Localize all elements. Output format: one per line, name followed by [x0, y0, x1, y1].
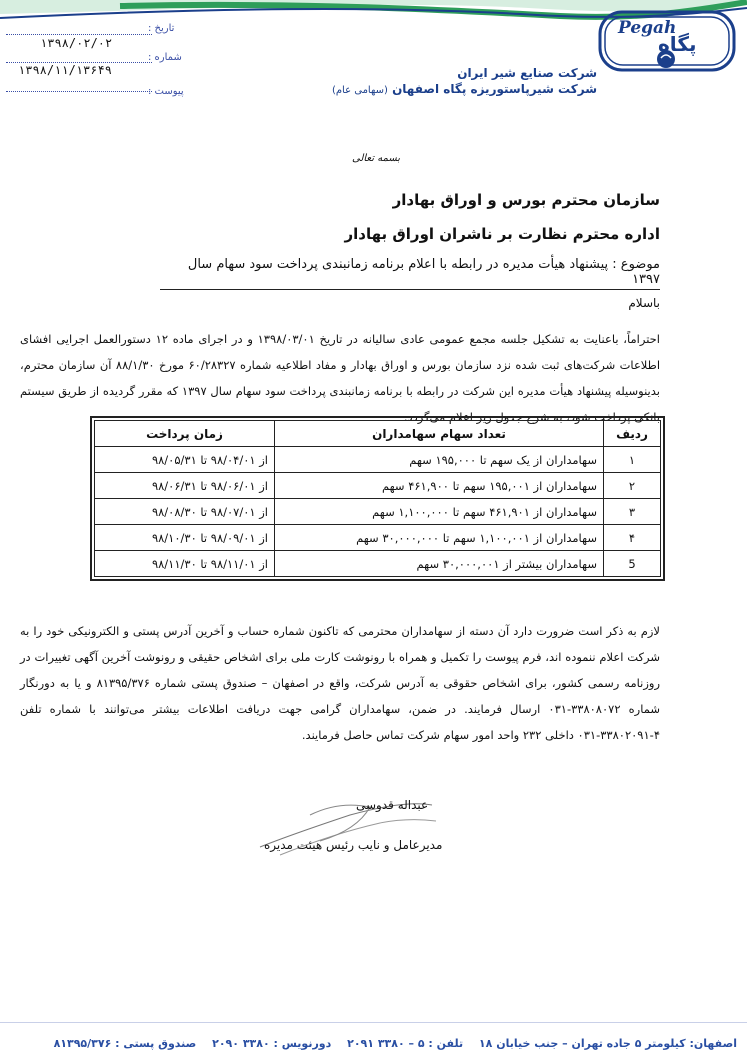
- body-paragraph-1: احتراماً، باعنایت به تشکیل جلسه مجمع عمومی عادی سالیانه در تاریخ ۱۳۹۸/۰۳/۰۱ و در اجرای ماده ۱۲ دستورالعمل اجرایی افشای اطلاعات شرکت‌های ثبت شده نزد سازمان بورس و اوراق بهادار و مفاد اطلاعیه شماره ۶۰/۲۸۳۲۷ مورخ ۸۸/۱/۳۰ آن سازمان محترم، بدینوسیله پیشنهاد هیأت مدیره این شرکت در رابطه با برنامه زمانبندی پرداخت سود سهام سال ۱۳۹۷ که مقرر گردیده از طریق سیستم بانکی پرداخت شود، به شرح جدول زیر اعلام می‌گردد.: [20, 332, 661, 424]
- table-row: [95, 499, 661, 525]
- number-label: شماره :: [148, 52, 182, 63]
- company-type: (سهامی عام): [331, 85, 388, 96]
- header-payment-time: زمان پرداخت: [95, 421, 275, 447]
- date-line: [6, 34, 152, 35]
- share-range: سهامداران از ۴۶۱,۹۰۱ سهم تا ۱,۱۰۰,۰۰۰ سهم: [275, 499, 604, 525]
- payment-period: از ۹۸/۱۱/۰۱ تا ۹۸/۱۱/۳۰: [95, 551, 275, 577]
- date-value: ۱۳۹۸/۰۲/۰۲: [40, 36, 113, 50]
- company-logo: [598, 10, 736, 72]
- row-number: 5: [604, 551, 661, 577]
- signatory-name: عبداله قدوسی: [356, 798, 429, 812]
- share-range: سهامداران از ۱۹۵,۰۰۱ سهم تا ۴۶۱,۹۰۰ سهم: [275, 473, 604, 499]
- payment-schedule-table: [90, 416, 665, 581]
- greeting: باسلام: [628, 296, 660, 310]
- date-label: تاریخ :: [148, 23, 175, 34]
- row-number: ۳: [604, 499, 661, 525]
- table-header-row: [95, 421, 661, 447]
- body-paragraph-2: لازم به ذکر است ضرورت دارد آن دسته از سهامداران محترمی که تاکنون شماره حساب و آخرین آدرس پستی و الکترونیکی خود را به شرکت اعلام ننموده اند، فرم پیوست را تکمیل و همراه با رونوشت کارت ملی برای اشخاص حقیقی و رونوشت آخرین آگهی تغییرات در روزنامه رسمی کشور، برای اشخاص حقوقی به آدرس شرکت، واقع در اصفهان – صندوق پستی شماره ۸۱۳۹۵/۳۷۶ و یا به دورنگار شماره ۳۳۸۰۸۰۷۲-۰۳۱ ارسال فرمایند. در ضمن، سهامداران گرامی جهت دریافت اطلاعات بیشتر می‌توانند با شماره تلفن ۴-۳۳۸۰۲۰۹۱-۰۳۱ داخلی ۲۳۲ واحد امور سهام شرکت تماس حاصل فرمایند.: [20, 624, 660, 742]
- footer-divider: [0, 1022, 747, 1023]
- row-number: ۱: [604, 447, 661, 473]
- share-range: سهامداران از ۱,۱۰۰,۰۰۱ سهم تا ۳۰,۰۰۰,۰۰۰ سهم: [275, 525, 604, 551]
- signature-scribble: [250, 785, 443, 865]
- logo-text-fa: پگاه: [658, 32, 697, 56]
- table-row: [95, 551, 661, 577]
- row-number: ۲: [604, 473, 661, 499]
- basmala: بسمه تعالی: [352, 153, 401, 164]
- payment-period: از ۹۸/۰۹/۰۱ تا ۹۸/۱۰/۳۰: [95, 525, 275, 551]
- footer-contact: [42, 1037, 737, 1050]
- footer-pobox: صندوق پستی : ۸۱۳۹۵/۳۷۶: [53, 1037, 197, 1050]
- company-name-line1: شرکت صنایع شیر ایران: [457, 66, 597, 80]
- row-number: ۴: [604, 525, 661, 551]
- attachment-label: پیوست :: [148, 86, 184, 97]
- payment-period: از ۹۸/۰۴/۰۱ تا ۹۸/۰۵/۳۱: [95, 447, 275, 473]
- footer-phone: تلفن : ۵ – ۳۳۸۰ ۲۰۹۱: [347, 1037, 464, 1050]
- payment-period: از ۹۸/۰۷/۰۱ تا ۹۸/۰۸/۳۰: [95, 499, 275, 525]
- table-row: [95, 473, 661, 499]
- table-row: [95, 525, 661, 551]
- header-row-number: ردیف: [604, 421, 661, 447]
- logo-text: Pegah: [618, 18, 677, 38]
- recipient-line1: سازمان محترم بورس و اوراق بهادار: [392, 191, 660, 209]
- header-share-count: تعداد سهام سهامداران: [275, 421, 604, 447]
- footer-address: اصفهان: کیلومتر ۵ جاده تهران – جنب خیابان ۱۸: [478, 1037, 737, 1050]
- signatory-title: مدیرعامل و نایب رئیس هیئت مدیره: [264, 838, 443, 852]
- letter-subject: موضوع : پیشنهاد هیأت مدیره در رابطه با اعلام برنامه زمانبندی پرداخت سود سهام سال ۱۳۹۷: [160, 257, 660, 290]
- footer-fax: دورنویس : ۳۳۸۰ ۲۰۹۰: [212, 1037, 332, 1050]
- share-range: سهامداران بیشتر از ۳۰,۰۰۰,۰۰۱ سهم: [275, 551, 604, 577]
- company-name-line2: [332, 82, 597, 96]
- recipient-line2: اداره محترم نظارت بر ناشران اوراق بهادار: [344, 225, 660, 243]
- attachment-line: [6, 91, 152, 92]
- table-row: [95, 447, 661, 473]
- company-name: شرکت شیرپاستوریزه پگاه اصفهان: [392, 82, 597, 96]
- payment-period: از ۹۸/۰۶/۰۱ تا ۹۸/۰۶/۳۱: [95, 473, 275, 499]
- share-range: سهامداران از یک سهم تا ۱۹۵,۰۰۰ سهم: [275, 447, 604, 473]
- number-value: ۱۳۹۸/۱۱/۱۳۶۴۹: [18, 63, 112, 77]
